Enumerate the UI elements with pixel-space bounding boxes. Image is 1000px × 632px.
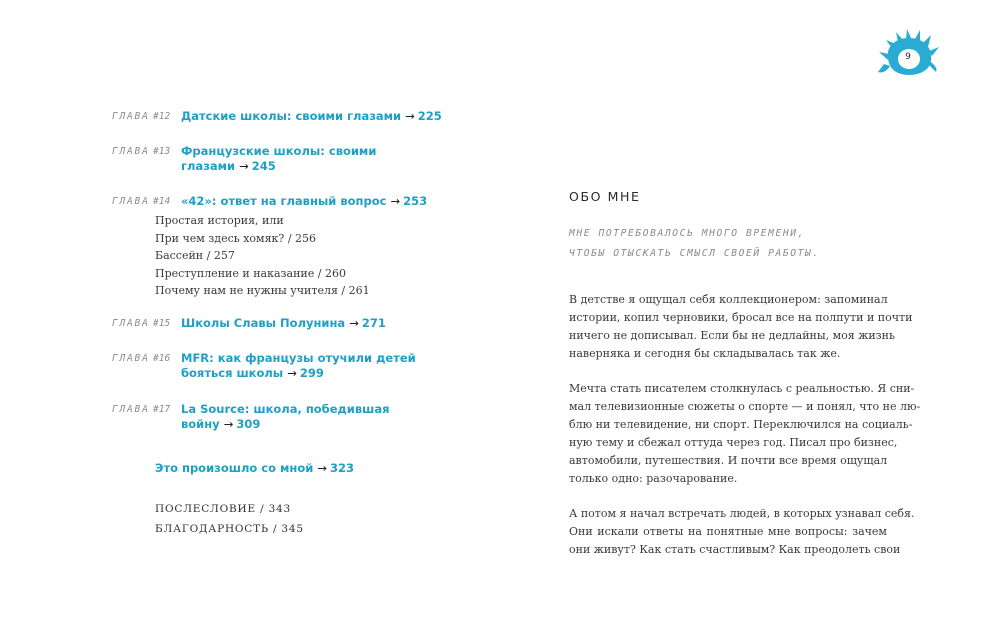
arrow-right-icon: → — [405, 109, 415, 123]
acknowledgements-entry[interactable]: БЛАГОДАРНОСТЬ / 345 — [155, 523, 304, 535]
chapter-number: #15 — [153, 318, 171, 329]
paragraph-line: автомобили, путешествия. И почти все время ощущал — [569, 454, 888, 467]
arrow-right-icon: → — [390, 194, 401, 208]
chapter-title[interactable] — [181, 316, 386, 331]
chapter-page: 253 — [403, 194, 428, 208]
chapter-page: 245 — [251, 159, 276, 173]
chapter-title-line: La Source: школа, победившая — [181, 402, 390, 416]
epigraph-line: МНЕ ПОТРЕБОВАЛОСЬ МНОГО ВРЕМЕНИ, — [569, 228, 806, 239]
paragraph-line: В детстве я ощущал себя коллекционером: запоминал — [569, 293, 888, 306]
chapter-title-line: Датские школы: своими глазами — [181, 109, 402, 123]
chapter-number: #13 — [153, 146, 171, 157]
arrow-right-icon: → — [223, 417, 234, 431]
epigraph-line: ЧТОБЫ ОТЫСКАТЬ СМЫСЛ СВОЕЙ РАБОТЫ. — [569, 248, 820, 259]
chapter-label: ГЛАВА — [112, 318, 150, 329]
chapter-page: 309 — [236, 417, 261, 431]
arrow-right-icon: → — [317, 461, 327, 475]
paragraph-line: они живут? Как стать счастливым? Как преодолеть свои — [569, 543, 901, 556]
chapter-title-line: Французские школы: своими — [181, 144, 377, 158]
toc-subitem[interactable]: При чем здесь хомяк? / 256 — [155, 231, 317, 245]
toc-subitem[interactable]: Бассейн / 257 — [155, 249, 235, 262]
chapter-label: ГЛАВА — [112, 404, 150, 415]
chapter-title-line: войну — [181, 417, 220, 431]
chapter-page: 271 — [361, 316, 386, 330]
paragraph-line: ничего не дописывал. Если бы не дедлайны, моя жизнь — [569, 329, 895, 342]
toc-subitem[interactable]: Простая история, или — [155, 214, 284, 227]
arrow-right-icon: → — [239, 159, 249, 173]
extra-entry-page: 323 — [329, 461, 354, 475]
paragraph-line: наверняка и сегодня бы складывалась так же. — [569, 347, 841, 360]
paragraph-line: мал телевизионные сюжеты о спорте — и понял, что не лю- — [569, 400, 921, 413]
chapter-label: ГЛАВА — [112, 146, 150, 157]
chapter-page: 299 — [299, 366, 324, 380]
paragraph-line: блю ни телевидение, ни спорт. Переключился на социаль- — [569, 418, 913, 431]
chapter-title-line: «42»: ответ на главный вопрос — [181, 194, 387, 208]
chapter-number: #12 — [153, 111, 171, 122]
chapter-title[interactable] — [181, 144, 376, 174]
chapter-page: 225 — [417, 109, 442, 123]
chapter-title-line: бояться школы — [181, 366, 284, 380]
about-paragraph — [569, 291, 913, 363]
epigraph — [569, 224, 820, 264]
extra-entry-text: Это произошло со мной — [155, 461, 314, 475]
chapter-subitems — [155, 212, 370, 300]
chapter-title[interactable] — [181, 194, 427, 209]
arrow-right-icon: → — [287, 366, 297, 380]
about-heading: ОБО МНЕ — [569, 189, 641, 204]
chapter-title[interactable] — [181, 109, 442, 124]
chapter-label: ГЛАВА — [112, 111, 150, 122]
arrow-right-icon: → — [349, 316, 359, 330]
chapter-label: ГЛАВА — [112, 353, 150, 364]
chapter-title-line: MFR: как французы отучили детей — [181, 351, 416, 365]
paragraph-line: истории, копил черновики, бросал все на полпути и почти — [569, 311, 913, 324]
chapter-title-line: Школы Славы Полунина — [181, 316, 346, 330]
chapter-number: #16 — [153, 353, 171, 364]
about-paragraph — [569, 380, 921, 488]
page-number: 9 — [905, 52, 911, 62]
paragraph-line: Мечта стать писателем столкнулась с реальностью. Я сни- — [569, 382, 915, 395]
toc-subitem[interactable]: Почему нам не нужны учителя / 261 — [155, 284, 370, 297]
chapter-number: #17 — [153, 404, 171, 415]
paragraph-line: Они искали ответы на понятные мне вопросы: зачем — [569, 525, 887, 538]
extra-entry-title[interactable] — [155, 461, 354, 476]
chapter-label: ГЛАВА — [112, 196, 150, 207]
chapter-number: #14 — [153, 196, 171, 207]
about-paragraph — [569, 505, 915, 559]
chapter-title[interactable] — [181, 351, 416, 381]
toc-subitem[interactable]: Преступление и наказание / 260 — [155, 266, 346, 280]
paragraph-line: ную тему и сбежал оттуда через год. Писал про бизнес, — [569, 436, 898, 449]
afterword-entry[interactable]: ПОСЛЕСЛОВИЕ / 343 — [155, 503, 292, 515]
chapter-title[interactable] — [181, 402, 389, 432]
chapter-title-line: глазами — [181, 159, 236, 173]
paragraph-line: только одно: разочарование. — [569, 472, 738, 485]
paragraph-line: А потом я начал встречать людей, в которых узнавал себя. — [569, 507, 915, 520]
